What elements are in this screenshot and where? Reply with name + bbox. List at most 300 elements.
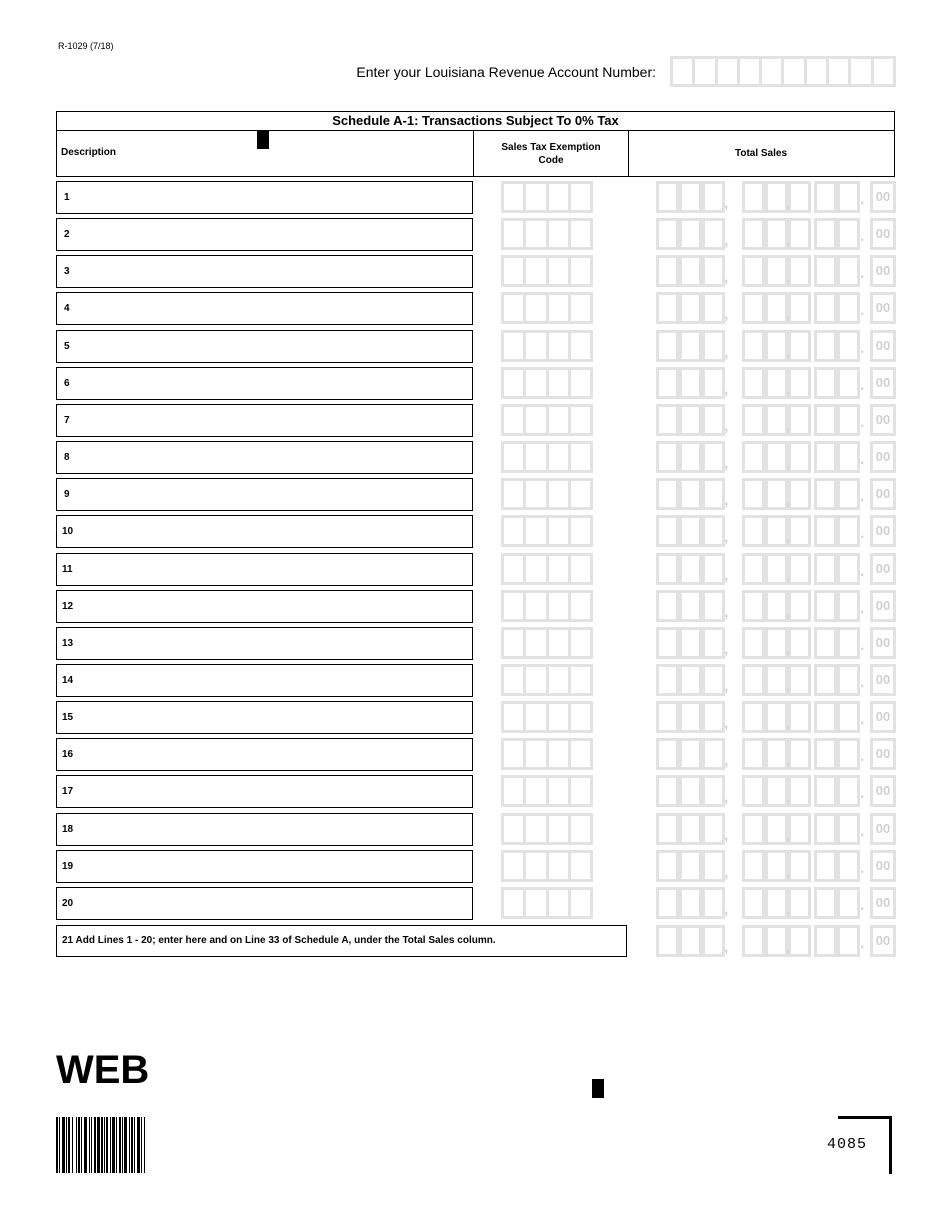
amount-digit-box[interactable] bbox=[814, 738, 837, 770]
account-number-input[interactable] bbox=[670, 56, 896, 87]
amount-digit-box[interactable] bbox=[702, 701, 725, 733]
amount-digit-box[interactable] bbox=[765, 553, 791, 585]
barcode-bar bbox=[106, 1117, 108, 1173]
amount-digit-box[interactable] bbox=[814, 813, 837, 845]
amount-digit-box[interactable] bbox=[679, 664, 702, 696]
amount-digit-box[interactable] bbox=[702, 553, 725, 585]
exemption-code-input[interactable] bbox=[501, 813, 593, 845]
amount-digit-box[interactable] bbox=[702, 627, 725, 659]
code-digit-box[interactable] bbox=[568, 813, 593, 845]
amount-digit-box[interactable] bbox=[679, 181, 702, 213]
amount-digit-box[interactable] bbox=[837, 553, 860, 585]
amount-digit-box[interactable] bbox=[765, 478, 791, 510]
code-digit-box[interactable] bbox=[568, 404, 593, 436]
thousands-separator: , bbox=[786, 715, 791, 732]
amount-digit-box[interactable] bbox=[742, 255, 765, 287]
code-digit-box[interactable] bbox=[568, 478, 593, 510]
amount-digit-box[interactable] bbox=[814, 292, 837, 324]
amount-digit-box[interactable] bbox=[679, 887, 702, 919]
amount-digit-box[interactable] bbox=[656, 925, 679, 957]
code-digit-box[interactable] bbox=[568, 292, 593, 324]
amount-digit-box[interactable] bbox=[742, 404, 765, 436]
line-number: 2 bbox=[64, 229, 70, 240]
code-digit-box[interactable] bbox=[568, 627, 593, 659]
line-number: 14 bbox=[62, 675, 74, 686]
line-total-sales-input[interactable] bbox=[656, 478, 896, 510]
amount-digit-box[interactable] bbox=[788, 330, 811, 362]
amount-digit-box[interactable] bbox=[788, 738, 811, 770]
description-input[interactable] bbox=[56, 738, 473, 771]
exemption-code-input[interactable] bbox=[501, 367, 593, 399]
thousands-separator: , bbox=[786, 789, 791, 806]
description-input[interactable] bbox=[56, 590, 473, 623]
amount-digit-box[interactable] bbox=[837, 181, 860, 213]
amount-digit-box[interactable] bbox=[814, 775, 837, 807]
amount-digit-box[interactable] bbox=[788, 775, 811, 807]
line-21-total-sales-input[interactable] bbox=[656, 925, 896, 957]
amount-digit-box[interactable] bbox=[765, 887, 791, 919]
decimal-separator: . bbox=[860, 228, 865, 245]
thousands-separator: , bbox=[724, 418, 729, 435]
amount-digit-box[interactable] bbox=[788, 404, 811, 436]
thousands-separator: , bbox=[724, 715, 729, 732]
amount-digit-box[interactable] bbox=[788, 701, 811, 733]
amount-digit-box[interactable] bbox=[837, 664, 860, 696]
exemption-code-input[interactable] bbox=[501, 850, 593, 882]
amount-digit-box[interactable] bbox=[788, 441, 811, 473]
amount-digit-box[interactable] bbox=[765, 292, 791, 324]
amount-digit-box[interactable] bbox=[656, 664, 679, 696]
amount-digit-box[interactable] bbox=[788, 590, 811, 622]
amount-digit-box[interactable] bbox=[788, 478, 811, 510]
barcode-bar bbox=[78, 1117, 80, 1173]
amount-digit-box[interactable] bbox=[702, 887, 725, 919]
amount-digit-box[interactable] bbox=[656, 627, 679, 659]
amount-digit-box[interactable] bbox=[656, 553, 679, 585]
code-digit-box[interactable] bbox=[568, 330, 593, 362]
barcode bbox=[56, 1117, 204, 1173]
code-digit-box[interactable] bbox=[568, 850, 593, 882]
description-input[interactable] bbox=[56, 292, 473, 325]
amount-digit-box[interactable] bbox=[788, 664, 811, 696]
amount-digit-box[interactable] bbox=[765, 627, 791, 659]
exemption-code-input[interactable] bbox=[501, 887, 593, 919]
amount-digit-box[interactable] bbox=[788, 218, 811, 250]
decimal-separator: . bbox=[860, 340, 865, 357]
thousands-separator: , bbox=[724, 567, 729, 584]
code-digit-box[interactable] bbox=[568, 367, 593, 399]
code-digit-box[interactable] bbox=[568, 738, 593, 770]
code-digit-box[interactable] bbox=[568, 775, 593, 807]
thousands-separator: , bbox=[786, 604, 791, 621]
amount-digit-box[interactable] bbox=[656, 292, 679, 324]
decimal-separator: . bbox=[860, 377, 865, 394]
amount-digit-box[interactable] bbox=[814, 367, 837, 399]
amount-digit-box[interactable] bbox=[788, 925, 811, 957]
thousands-separator: , bbox=[786, 455, 791, 472]
amount-digit-box[interactable] bbox=[679, 738, 702, 770]
amount-digit-box[interactable] bbox=[742, 925, 765, 957]
code-digit-box[interactable] bbox=[568, 218, 593, 250]
amount-digit-box[interactable] bbox=[742, 775, 765, 807]
amount-digit-box[interactable] bbox=[765, 590, 791, 622]
amount-digit-box[interactable] bbox=[765, 367, 791, 399]
exemption-code-input[interactable] bbox=[501, 627, 593, 659]
amount-digit-box[interactable] bbox=[837, 367, 860, 399]
code-digit-box[interactable] bbox=[568, 441, 593, 473]
amount-digit-box[interactable] bbox=[742, 813, 765, 845]
line-total-sales-input[interactable] bbox=[656, 441, 896, 473]
exemption-code-input[interactable] bbox=[501, 590, 593, 622]
decimal-separator: . bbox=[860, 711, 865, 728]
amount-digit-box[interactable] bbox=[837, 590, 860, 622]
amount-digit-box[interactable] bbox=[656, 181, 679, 213]
barcode-bar bbox=[68, 1117, 70, 1173]
description-input[interactable] bbox=[56, 367, 473, 400]
amount-digit-box[interactable] bbox=[679, 553, 702, 585]
amount-digit-box[interactable] bbox=[788, 813, 811, 845]
line-total-sales-input[interactable] bbox=[656, 590, 896, 622]
barcode-bar bbox=[81, 1117, 82, 1173]
amount-digit-box[interactable] bbox=[679, 627, 702, 659]
description-input[interactable] bbox=[56, 553, 473, 586]
description-input[interactable] bbox=[56, 218, 473, 251]
exemption-code-input[interactable] bbox=[501, 292, 593, 324]
amount-digit-box[interactable] bbox=[788, 181, 811, 213]
amount-digit-box[interactable] bbox=[814, 627, 837, 659]
barcode-bar bbox=[62, 1117, 65, 1173]
amount-digit-box[interactable] bbox=[814, 664, 837, 696]
code-digit-box[interactable] bbox=[568, 887, 593, 919]
amount-digit-box[interactable] bbox=[702, 775, 725, 807]
line-total-sales-input[interactable] bbox=[656, 775, 896, 807]
thousands-separator: , bbox=[786, 195, 791, 212]
amount-digit-box[interactable] bbox=[814, 218, 837, 250]
line-total-sales-input[interactable] bbox=[656, 701, 896, 733]
amount-digit-box[interactable] bbox=[679, 515, 702, 547]
amount-digit-box[interactable] bbox=[702, 292, 725, 324]
code-digit-box[interactable] bbox=[568, 255, 593, 287]
amount-digit-box[interactable] bbox=[656, 441, 679, 473]
amount-digit-box[interactable] bbox=[837, 292, 860, 324]
line-number: 18 bbox=[62, 824, 74, 835]
amount-digit-box[interactable] bbox=[788, 255, 811, 287]
amount-digit-box[interactable] bbox=[656, 887, 679, 919]
amount-digit-box[interactable] bbox=[814, 887, 837, 919]
amount-digit-box[interactable] bbox=[837, 330, 860, 362]
amount-digit-box[interactable] bbox=[788, 367, 811, 399]
line-total-sales-input[interactable] bbox=[656, 553, 896, 585]
amount-digit-box[interactable] bbox=[742, 478, 765, 510]
amount-digit-box[interactable] bbox=[814, 515, 837, 547]
amount-digit-box[interactable] bbox=[702, 850, 725, 882]
description-input[interactable] bbox=[56, 441, 473, 474]
amount-digit-box[interactable] bbox=[679, 404, 702, 436]
amount-digit-box[interactable] bbox=[742, 701, 765, 733]
amount-digit-box[interactable] bbox=[702, 367, 725, 399]
barcode-bar bbox=[141, 1117, 142, 1173]
amount-digit-box[interactable] bbox=[742, 738, 765, 770]
line-total-sales-input[interactable] bbox=[656, 181, 896, 213]
amount-digit-box[interactable] bbox=[814, 255, 837, 287]
amount-digit-box[interactable] bbox=[837, 218, 860, 250]
amount-digit-box[interactable] bbox=[702, 590, 725, 622]
code-digit-box[interactable] bbox=[568, 701, 593, 733]
decimal-separator: . bbox=[860, 785, 865, 802]
amount-digit-box[interactable] bbox=[765, 218, 791, 250]
amount-digit-box[interactable] bbox=[679, 218, 702, 250]
amount-digit-box[interactable] bbox=[765, 813, 791, 845]
description-input[interactable] bbox=[56, 775, 473, 808]
amount-digit-box[interactable] bbox=[679, 850, 702, 882]
amount-digit-box[interactable] bbox=[837, 404, 860, 436]
thousands-separator: , bbox=[786, 418, 791, 435]
amount-digit-box[interactable] bbox=[742, 515, 765, 547]
cents-box: 00 bbox=[870, 738, 896, 770]
amount-digit-box[interactable] bbox=[837, 515, 860, 547]
amount-digit-box[interactable] bbox=[814, 925, 837, 957]
amount-digit-box[interactable] bbox=[679, 255, 702, 287]
amount-digit-box[interactable] bbox=[837, 813, 860, 845]
description-input[interactable] bbox=[56, 701, 473, 734]
exemption-code-input[interactable] bbox=[501, 664, 593, 696]
description-input[interactable] bbox=[56, 515, 473, 548]
barcode-bar bbox=[116, 1117, 117, 1173]
line-number: 19 bbox=[62, 861, 74, 872]
amount-digit-box[interactable] bbox=[742, 218, 765, 250]
amount-digit-box[interactable] bbox=[679, 925, 702, 957]
amount-digit-box[interactable] bbox=[837, 738, 860, 770]
amount-digit-box[interactable] bbox=[837, 701, 860, 733]
amount-digit-box[interactable] bbox=[765, 181, 791, 213]
barcode-bar bbox=[56, 1117, 58, 1173]
line-total-sales-input[interactable] bbox=[656, 515, 896, 547]
amount-digit-box[interactable] bbox=[837, 850, 860, 882]
amount-digit-box[interactable] bbox=[814, 404, 837, 436]
amount-digit-box[interactable] bbox=[702, 181, 725, 213]
amount-digit-box[interactable] bbox=[702, 738, 725, 770]
amount-digit-box[interactable] bbox=[837, 627, 860, 659]
amount-digit-box[interactable] bbox=[742, 850, 765, 882]
amount-digit-box[interactable] bbox=[788, 553, 811, 585]
amount-digit-box[interactable] bbox=[702, 330, 725, 362]
amount-digit-box[interactable] bbox=[814, 441, 837, 473]
amount-digit-box[interactable] bbox=[765, 664, 791, 696]
amount-digit-box[interactable] bbox=[656, 478, 679, 510]
account-digit-box[interactable] bbox=[871, 56, 896, 87]
amount-digit-box[interactable] bbox=[656, 738, 679, 770]
exemption-code-input[interactable] bbox=[501, 701, 593, 733]
description-input[interactable] bbox=[56, 181, 473, 214]
amount-digit-box[interactable] bbox=[788, 627, 811, 659]
line-total-sales-input[interactable] bbox=[656, 738, 896, 770]
amount-digit-box[interactable] bbox=[656, 515, 679, 547]
line-total-sales-input[interactable] bbox=[656, 218, 896, 250]
amount-digit-box[interactable] bbox=[765, 404, 791, 436]
amount-digit-box[interactable] bbox=[656, 404, 679, 436]
amount-digit-box[interactable] bbox=[702, 441, 725, 473]
exemption-code-input[interactable] bbox=[501, 478, 593, 510]
amount-digit-box[interactable] bbox=[656, 367, 679, 399]
barcode-bar bbox=[129, 1117, 130, 1173]
line-number: 10 bbox=[62, 526, 74, 537]
amount-digit-box[interactable] bbox=[788, 887, 811, 919]
amount-digit-box[interactable] bbox=[837, 925, 860, 957]
thousands-separator: , bbox=[786, 344, 791, 361]
line-total-sales-input[interactable] bbox=[656, 813, 896, 845]
thousands-separator: , bbox=[724, 455, 729, 472]
amount-digit-box[interactable] bbox=[702, 925, 725, 957]
description-input[interactable] bbox=[56, 887, 473, 920]
exemption-code-input[interactable] bbox=[501, 404, 593, 436]
amount-digit-box[interactable] bbox=[702, 813, 725, 845]
amount-digit-box[interactable] bbox=[679, 478, 702, 510]
description-input[interactable] bbox=[56, 330, 473, 363]
amount-digit-box[interactable] bbox=[702, 255, 725, 287]
amount-digit-box[interactable] bbox=[814, 850, 837, 882]
amount-digit-box[interactable] bbox=[814, 478, 837, 510]
description-input[interactable] bbox=[56, 478, 473, 511]
exemption-code-input[interactable] bbox=[501, 255, 593, 287]
thousands-separator: , bbox=[724, 827, 729, 844]
amount-digit-box[interactable] bbox=[702, 478, 725, 510]
amount-digit-box[interactable] bbox=[742, 292, 765, 324]
amount-digit-box[interactable] bbox=[742, 887, 765, 919]
registration-mark bbox=[257, 130, 269, 149]
code-digit-box[interactable] bbox=[568, 181, 593, 213]
barcode-bar bbox=[89, 1117, 90, 1173]
amount-digit-box[interactable] bbox=[679, 701, 702, 733]
amount-digit-box[interactable] bbox=[702, 515, 725, 547]
thousands-separator: , bbox=[786, 901, 791, 918]
amount-digit-box[interactable] bbox=[742, 181, 765, 213]
exemption-code-input[interactable] bbox=[501, 775, 593, 807]
amount-digit-box[interactable] bbox=[742, 330, 765, 362]
amount-digit-box[interactable] bbox=[656, 775, 679, 807]
line-total-sales-input[interactable] bbox=[656, 664, 896, 696]
description-input[interactable] bbox=[56, 404, 473, 437]
code-digit-box[interactable] bbox=[568, 664, 593, 696]
amount-digit-box[interactable] bbox=[679, 813, 702, 845]
line-total-sales-input[interactable] bbox=[656, 292, 896, 324]
amount-digit-box[interactable] bbox=[656, 590, 679, 622]
decimal-separator: . bbox=[860, 860, 865, 877]
description-input[interactable] bbox=[56, 255, 473, 288]
amount-digit-box[interactable] bbox=[679, 775, 702, 807]
thousands-separator: , bbox=[786, 864, 791, 881]
cents-box: 00 bbox=[870, 404, 896, 436]
cents-box: 00 bbox=[870, 925, 896, 957]
amount-digit-box[interactable] bbox=[765, 255, 791, 287]
code-digit-box[interactable] bbox=[568, 590, 593, 622]
barcode-bar bbox=[59, 1117, 60, 1173]
amount-digit-box[interactable] bbox=[679, 367, 702, 399]
amount-digit-box[interactable] bbox=[814, 181, 837, 213]
amount-digit-box[interactable] bbox=[742, 553, 765, 585]
amount-digit-box[interactable] bbox=[788, 515, 811, 547]
amount-digit-box[interactable] bbox=[742, 664, 765, 696]
amount-digit-box[interactable] bbox=[814, 553, 837, 585]
exemption-code-input[interactable] bbox=[501, 553, 593, 585]
description-input[interactable] bbox=[56, 850, 473, 883]
amount-digit-box[interactable] bbox=[837, 478, 860, 510]
amount-digit-box[interactable] bbox=[837, 255, 860, 287]
amount-digit-box[interactable] bbox=[788, 292, 811, 324]
line-total-sales-input[interactable] bbox=[656, 627, 896, 659]
amount-digit-box[interactable] bbox=[765, 738, 791, 770]
amount-digit-box[interactable] bbox=[702, 218, 725, 250]
exemption-code-input[interactable] bbox=[501, 515, 593, 547]
thousands-separator: , bbox=[786, 752, 791, 769]
amount-digit-box[interactable] bbox=[656, 813, 679, 845]
decimal-separator: . bbox=[860, 451, 865, 468]
line-total-sales-input[interactable] bbox=[656, 367, 896, 399]
cents-box: 00 bbox=[870, 850, 896, 882]
amount-digit-box[interactable] bbox=[788, 850, 811, 882]
code-digit-box[interactable] bbox=[568, 553, 593, 585]
amount-digit-box[interactable] bbox=[765, 515, 791, 547]
thousands-separator: , bbox=[724, 195, 729, 212]
amount-digit-box[interactable] bbox=[656, 701, 679, 733]
amount-digit-box[interactable] bbox=[837, 775, 860, 807]
line-total-sales-input[interactable] bbox=[656, 330, 896, 362]
amount-digit-box[interactable] bbox=[702, 664, 725, 696]
amount-digit-box[interactable] bbox=[814, 590, 837, 622]
amount-digit-box[interactable] bbox=[742, 367, 765, 399]
column-header-row bbox=[56, 130, 895, 177]
description-input[interactable] bbox=[56, 664, 473, 697]
exemption-code-input[interactable] bbox=[501, 181, 593, 213]
amount-digit-box[interactable] bbox=[702, 404, 725, 436]
exemption-code-input[interactable] bbox=[501, 330, 593, 362]
amount-digit-box[interactable] bbox=[679, 441, 702, 473]
amount-digit-box[interactable] bbox=[814, 701, 837, 733]
amount-digit-box[interactable] bbox=[656, 330, 679, 362]
line-number: 12 bbox=[62, 601, 74, 612]
amount-digit-box[interactable] bbox=[656, 850, 679, 882]
line-total-sales-input[interactable] bbox=[656, 850, 896, 882]
amount-digit-box[interactable] bbox=[765, 850, 791, 882]
amount-digit-box[interactable] bbox=[837, 441, 860, 473]
code-digit-box[interactable] bbox=[568, 515, 593, 547]
amount-digit-box[interactable] bbox=[765, 775, 791, 807]
amount-digit-box[interactable] bbox=[742, 590, 765, 622]
line-total-sales-input[interactable] bbox=[656, 404, 896, 436]
amount-digit-box[interactable] bbox=[679, 292, 702, 324]
amount-digit-box[interactable] bbox=[679, 330, 702, 362]
amount-digit-box[interactable] bbox=[742, 627, 765, 659]
amount-digit-box[interactable] bbox=[814, 330, 837, 362]
exemption-code-input[interactable] bbox=[501, 738, 593, 770]
amount-digit-box[interactable] bbox=[742, 441, 765, 473]
amount-digit-box[interactable] bbox=[765, 701, 791, 733]
description-input[interactable] bbox=[56, 627, 473, 660]
barcode-bar bbox=[84, 1117, 87, 1173]
amount-digit-box[interactable] bbox=[656, 255, 679, 287]
amount-digit-box[interactable] bbox=[765, 330, 791, 362]
exemption-code-input[interactable] bbox=[501, 218, 593, 250]
amount-digit-box[interactable] bbox=[765, 441, 791, 473]
line-total-sales-input[interactable] bbox=[656, 255, 896, 287]
amount-digit-box[interactable] bbox=[656, 218, 679, 250]
amount-digit-box[interactable] bbox=[679, 590, 702, 622]
amount-digit-box[interactable] bbox=[837, 887, 860, 919]
decimal-separator: . bbox=[860, 302, 865, 319]
amount-digit-box[interactable] bbox=[765, 925, 791, 957]
exemption-code-input[interactable] bbox=[501, 441, 593, 473]
description-input[interactable] bbox=[56, 813, 473, 846]
line-total-sales-input[interactable] bbox=[656, 887, 896, 919]
